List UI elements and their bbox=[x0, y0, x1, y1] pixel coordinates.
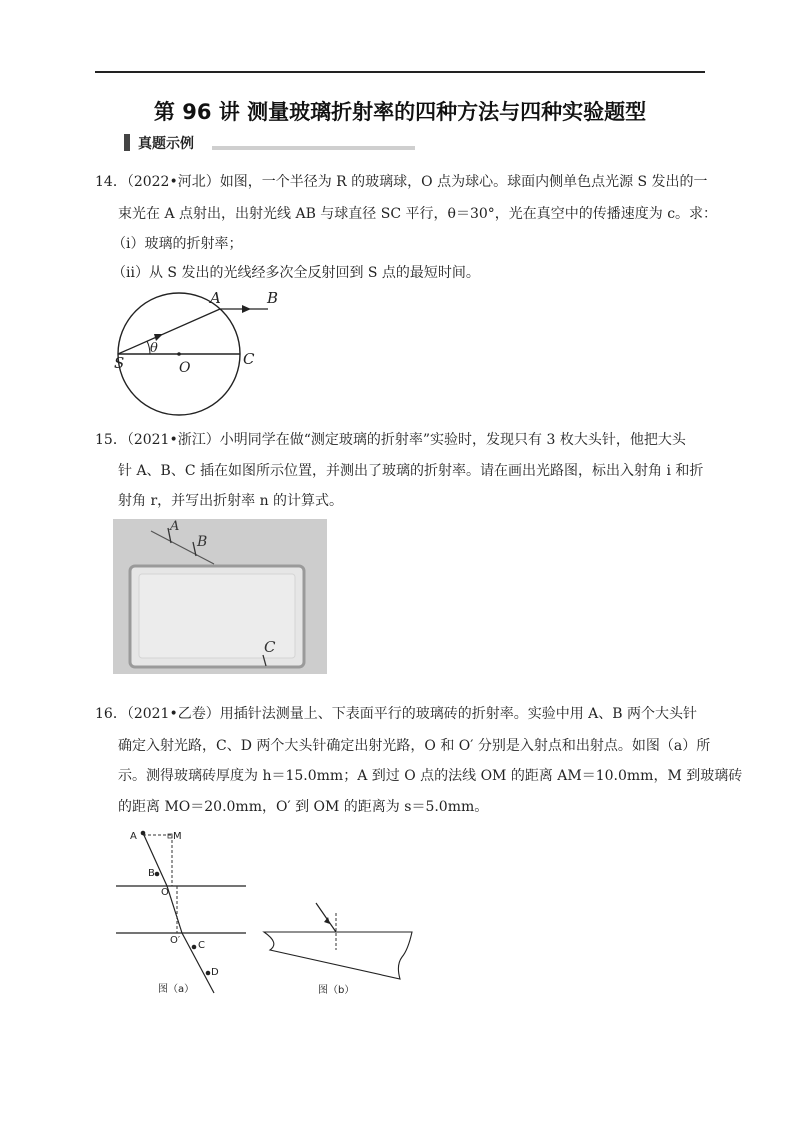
label-B: B bbox=[197, 534, 208, 550]
label-O-prime: O′ bbox=[170, 935, 181, 946]
q14-line-4: （ⅱ）从 S 发出的光线经多次全反射回到 S 点的最短时间。 bbox=[112, 265, 480, 281]
pin-D bbox=[206, 971, 211, 976]
page-title: 第 96 讲 测量玻璃折射率的四种方法与四种实验题型 bbox=[153, 100, 647, 124]
q15-line-1: 15．（2021•浙江）小明同学在做“测定玻璃的折射率”实验时，发现只有 3 枚大头针，他把大头 bbox=[95, 432, 686, 448]
arrow-on-AB bbox=[242, 305, 251, 313]
label-O: O bbox=[179, 360, 191, 376]
label-B: B bbox=[267, 289, 279, 307]
q16-line-3: 示。测得玻璃砖厚度为 h＝15.0mm；A 到过 O 点的法线 OM 的距离 AM＝10.0mm，M 到玻璃砖 bbox=[118, 768, 743, 784]
label-A: A bbox=[210, 289, 221, 307]
q14-line-3: （ⅰ）玻璃的折射率； bbox=[112, 236, 243, 252]
label-theta: θ bbox=[150, 341, 158, 356]
caption-a: 图（a） bbox=[158, 984, 195, 995]
label-O: O bbox=[161, 887, 169, 898]
pin-B bbox=[155, 872, 160, 877]
label-C: C bbox=[264, 638, 276, 656]
label-D: D bbox=[211, 967, 219, 978]
section-marker bbox=[124, 134, 130, 151]
label-A: A bbox=[170, 519, 180, 534]
q16-figure-a bbox=[110, 825, 255, 1000]
q16-line-2: 确定入射光路，C、D 两个大头针确定出射光路，O 和 O′ 分别是入射点和出射点。如图（a）所 bbox=[118, 738, 711, 754]
top-rule bbox=[95, 71, 705, 73]
label-C: C bbox=[198, 940, 205, 951]
label-S: S bbox=[114, 354, 125, 372]
label-A: A bbox=[130, 831, 137, 842]
q15-line-2: 针 A、B、C 插在如图所示位置，并测出了玻璃的折射率。请在画出光路图，标出入射角 i 和折 bbox=[118, 463, 704, 479]
label-C: C bbox=[243, 350, 255, 368]
q16-line-4: 的距离 MO＝20.0mm，O′ 到 OM 的距离为 s＝5.0mm。 bbox=[118, 799, 489, 815]
q14-line-1: 14．（2022•河北）如图，一个半径为 R 的玻璃球，O 点为球心。球面内侧单色点光源 S 发出的一 bbox=[95, 174, 708, 190]
center-dot-O bbox=[177, 352, 181, 356]
q14-figure bbox=[110, 288, 310, 413]
pin-C bbox=[192, 945, 197, 950]
incident-ray bbox=[143, 833, 167, 886]
q15-line-3: 射角 r，并写出折射率 n 的计算式。 bbox=[118, 493, 344, 509]
q14-line-2: 束光在 A 点射出，出射光线 AB 与球直径 SC 平行，θ＝30°，光在真空中的传播速度为 c。求： bbox=[118, 206, 718, 222]
q15-photo bbox=[113, 519, 327, 674]
incident-ray bbox=[316, 903, 336, 932]
label-B: B bbox=[148, 868, 155, 879]
pin-A bbox=[141, 831, 146, 836]
glass-outline bbox=[264, 932, 412, 979]
caption-b: 图（b） bbox=[318, 985, 355, 996]
q16-line-1: 16．（2021•乙卷）用插针法测量上、下表面平行的玻璃砖的折射率。实验中用 A、B 两个大头针 bbox=[95, 706, 697, 722]
q16-figure-b bbox=[260, 895, 430, 1000]
label-M: M bbox=[173, 831, 182, 842]
arrow-on-SA bbox=[154, 334, 163, 341]
ray-SA bbox=[118, 309, 220, 354]
section-underline bbox=[212, 146, 415, 150]
refracted-ray bbox=[167, 886, 182, 933]
section-label: 真题示例 bbox=[138, 136, 194, 152]
